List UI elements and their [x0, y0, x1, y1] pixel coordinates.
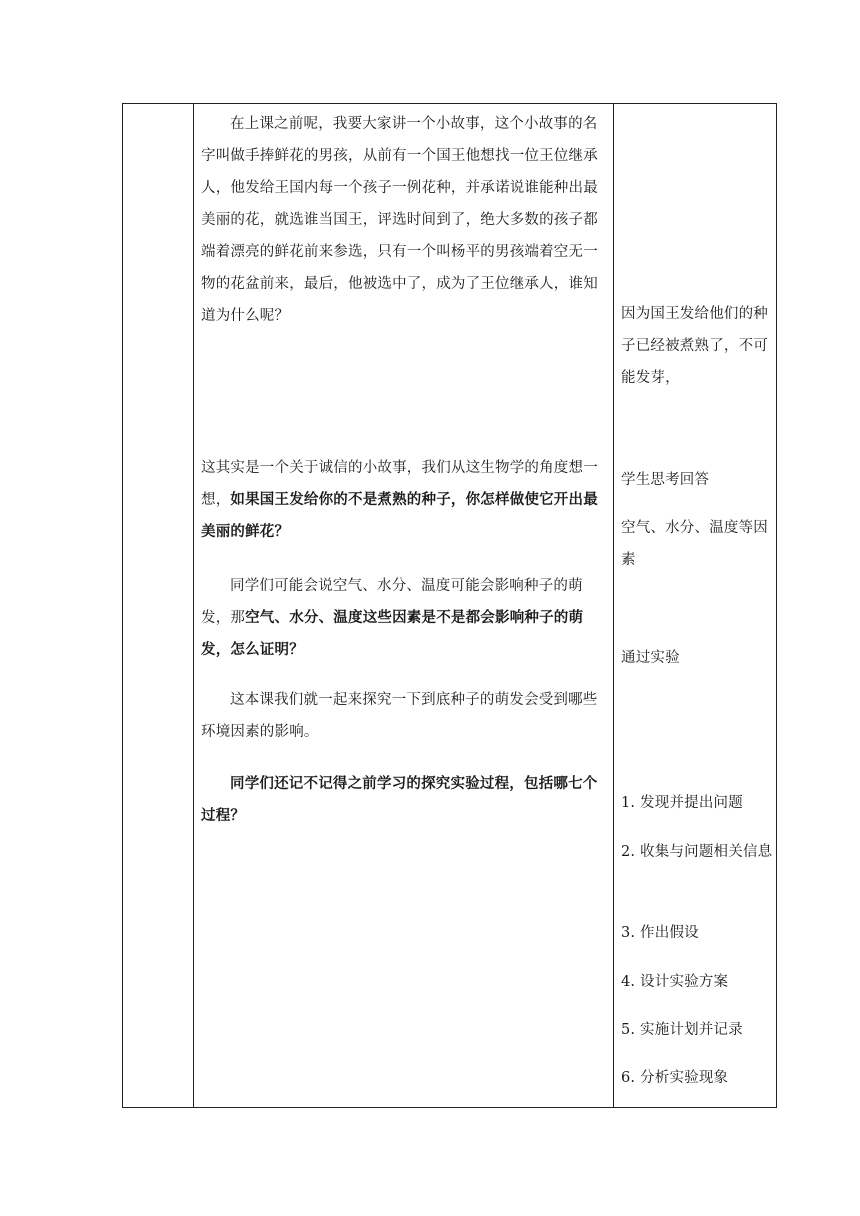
process-question: 同学们还记不记得之前学习的探究实验过程，包括哪七个过程？ — [201, 775, 598, 824]
honesty-text: 这其实是一个关于诚信的小故事，我们从这生物学的角度想一想， — [201, 460, 598, 508]
answer-boiled-seeds: 因为国王发给他们的种子已经被煮熟了，不可能发芽， — [621, 306, 768, 386]
step-item: 4. 设计实验方案 — [621, 974, 729, 990]
lesson-intro-paragraph: 这本课我们就一起来探究一下到底种子的萌发会受到哪些环境因素的影响。 — [201, 692, 598, 740]
column-divider-1 — [193, 104, 194, 1107]
factors-text: 同学们可能会说空气、水分、温度可能会影响种子的萌发，那 — [201, 578, 583, 626]
honesty-paragraph — [201, 452, 609, 548]
step-item: 1. 发现并提出问题 — [621, 795, 743, 811]
step-item: 6. 分析实验现象 — [621, 1070, 729, 1086]
column-divider-2 — [613, 104, 614, 1107]
answer-experiment: 通过实验 — [621, 650, 680, 666]
step-item: 3. 作出假设 — [621, 925, 699, 941]
answer-factors: 空气、水分、温度等因素 — [621, 520, 768, 568]
factors-question: 空气、水分、温度这些因素是不是都会影响种子的萌发，怎么证明？ — [201, 609, 584, 658]
step-item: 5. 实施计划并记录 — [621, 1022, 743, 1038]
lesson-table — [122, 103, 777, 1108]
honesty-question: 如果国王发给你的不是煮熟的种子，你怎样做使它开出最美丽的鲜花？ — [201, 491, 598, 540]
answer-student-think: 学生思考回答 — [621, 472, 710, 488]
story-paragraph: 在上课之前呢，我要大家讲一个小故事，这个小故事的名字叫做手捧鲜花的男孩，从前有一个国王他想找一位王位继承人，他发给王国内每一个孩子一例花种，并承诺说谁能种出最美丽的花，就选谁当国王，评选时间到了，绝大多数的孩子都端着漂亮的鲜花前来参选，只有一个叫杨平的男孩端着空无一物的花盆前来，最后，他被选中了，成为了王位继承人，谁知道为什么呢？ — [201, 116, 598, 324]
step-item: 2. 收集与问题相关信息 — [621, 844, 773, 860]
factors-paragraph — [201, 570, 609, 666]
